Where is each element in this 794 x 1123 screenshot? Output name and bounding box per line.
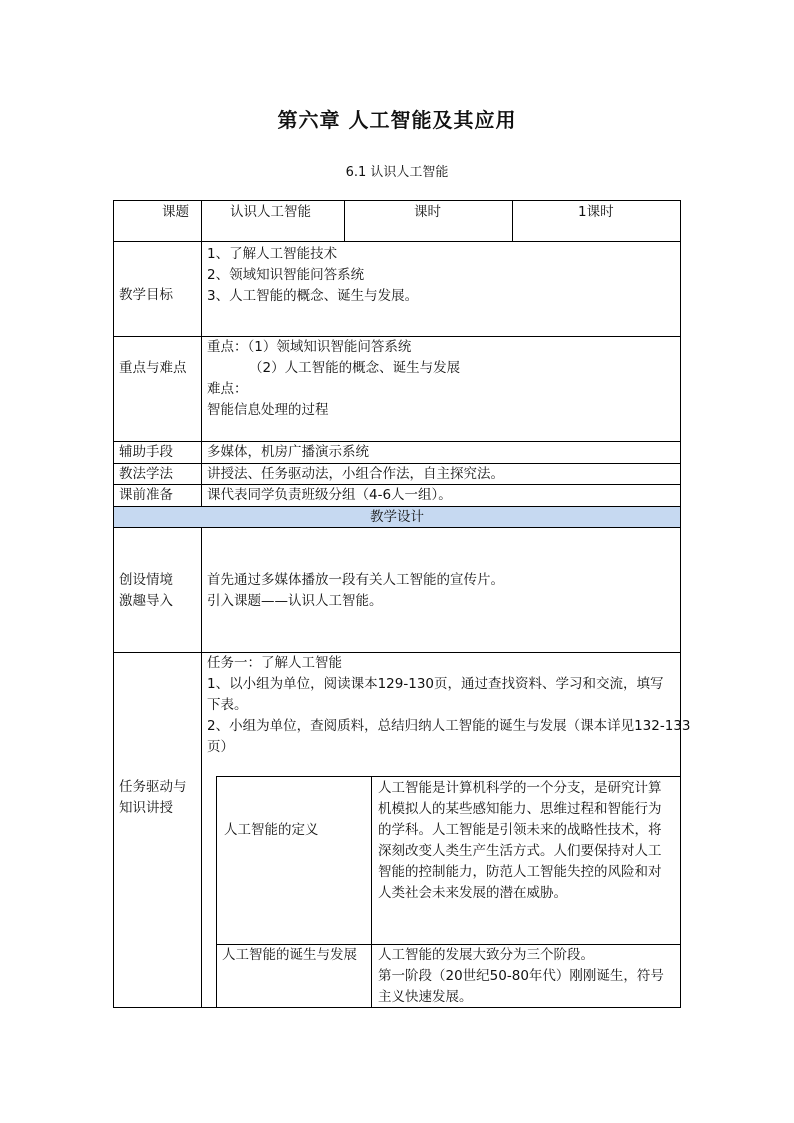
task-label: 任务驱动与 bbox=[119, 779, 187, 795]
definition-line: 机模拟人的某些感知能力、思维过程和智能行为 bbox=[378, 801, 662, 817]
methods-label: 教法学法 bbox=[119, 466, 173, 482]
table-rule bbox=[201, 527, 202, 1007]
intro-text: 首先通过多媒体播放一段有关人工智能的宣传片。 bbox=[207, 572, 504, 588]
table-rule bbox=[680, 200, 681, 1007]
keypoints-label: 重点与难点 bbox=[119, 360, 187, 376]
history-line: 第一阶段（20世纪50-80年代）刚刚诞生，符号 bbox=[378, 968, 664, 984]
aids-label: 辅助手段 bbox=[119, 444, 173, 460]
section-subtitle: 6.1 认识人工智能 bbox=[345, 165, 449, 180]
table-rule bbox=[113, 441, 681, 442]
task-text: 2、小组为单位，查阅质料，总结归纳人工智能的诞生与发展（课本详见132-133 bbox=[207, 718, 691, 734]
objective-item: 2、领域知识智能问答系统 bbox=[207, 267, 365, 283]
objective-item: 1、了解人工智能技术 bbox=[207, 246, 338, 262]
inner-table-rule bbox=[371, 776, 372, 1007]
table-rule bbox=[113, 200, 681, 201]
table-rule bbox=[201, 200, 202, 506]
design-header: 教学设计 bbox=[370, 509, 424, 525]
intro-text: 引入课题——认识人工智能。 bbox=[207, 593, 383, 609]
definition-line: 的学科。人工智能是引领未来的战略性技术，将 bbox=[378, 822, 662, 838]
task-label: 知识讲授 bbox=[119, 800, 173, 816]
prep-value: 课代表同学负责班级分组（4-6人一组）。 bbox=[207, 487, 452, 503]
definition-line: 深刻改变人类生产生活方式。人们要保持对人工 bbox=[378, 843, 662, 859]
history-line: 主义快速发展。 bbox=[378, 989, 473, 1005]
page-title: 第六章 人工智能及其应用 bbox=[277, 108, 517, 132]
intro-label: 创设情境 bbox=[119, 572, 173, 588]
history-line: 人工智能的发展大致分为三个阶段。 bbox=[378, 947, 594, 963]
objectives-label: 教学目标 bbox=[119, 287, 173, 303]
definition-line: 人工智能是计算机科学的一个分支，是研究计算 bbox=[378, 780, 662, 796]
keypoint-line: 重点：（1）领域知识智能问答系统 bbox=[207, 339, 412, 355]
topic-label: 课题 bbox=[162, 204, 189, 220]
history-label: 人工智能的诞生与发展 bbox=[222, 947, 357, 963]
aids-value: 多媒体，机房广播演示系统 bbox=[207, 444, 369, 460]
task-text: 任务一：了解人工智能 bbox=[207, 655, 342, 671]
table-rule bbox=[512, 200, 513, 241]
keypoint-line: 难点： bbox=[207, 381, 248, 397]
table-rule bbox=[113, 200, 114, 1007]
task-text: 1、以小组为单位，阅读课本129-130页，通过查找资料、学习和交流，填写 bbox=[207, 676, 664, 692]
table-rule bbox=[113, 652, 681, 653]
prep-label: 课前准备 bbox=[119, 487, 173, 503]
methods-value: 讲授法、任务驱动法，小组合作法，自主探究法。 bbox=[207, 466, 504, 482]
definition-line: 智能的控制能力，防范人工智能失控的风险和对 bbox=[378, 864, 662, 880]
hours-value: 1课时 bbox=[578, 204, 614, 220]
intro-label: 激趣导入 bbox=[119, 593, 173, 609]
topic-value: 认识人工智能 bbox=[230, 204, 311, 220]
keypoint-line: （2）人工智能的概念、诞生与发展 bbox=[249, 360, 461, 376]
inner-table-rule bbox=[216, 776, 680, 777]
table-rule bbox=[113, 241, 681, 242]
task-text: 下表。 bbox=[207, 697, 248, 713]
task-text: 页） bbox=[207, 739, 234, 755]
hours-label: 课时 bbox=[414, 204, 441, 220]
keypoint-line: 智能信息处理的过程 bbox=[207, 402, 329, 418]
definition-line: 人类社会未来发展的潜在威胁。 bbox=[378, 885, 567, 901]
inner-table-rule bbox=[216, 776, 217, 1007]
definition-label: 人工智能的定义 bbox=[224, 822, 319, 838]
objective-item: 3、人工智能的概念、诞生与发展。 bbox=[207, 288, 419, 304]
table-rule bbox=[344, 200, 345, 241]
